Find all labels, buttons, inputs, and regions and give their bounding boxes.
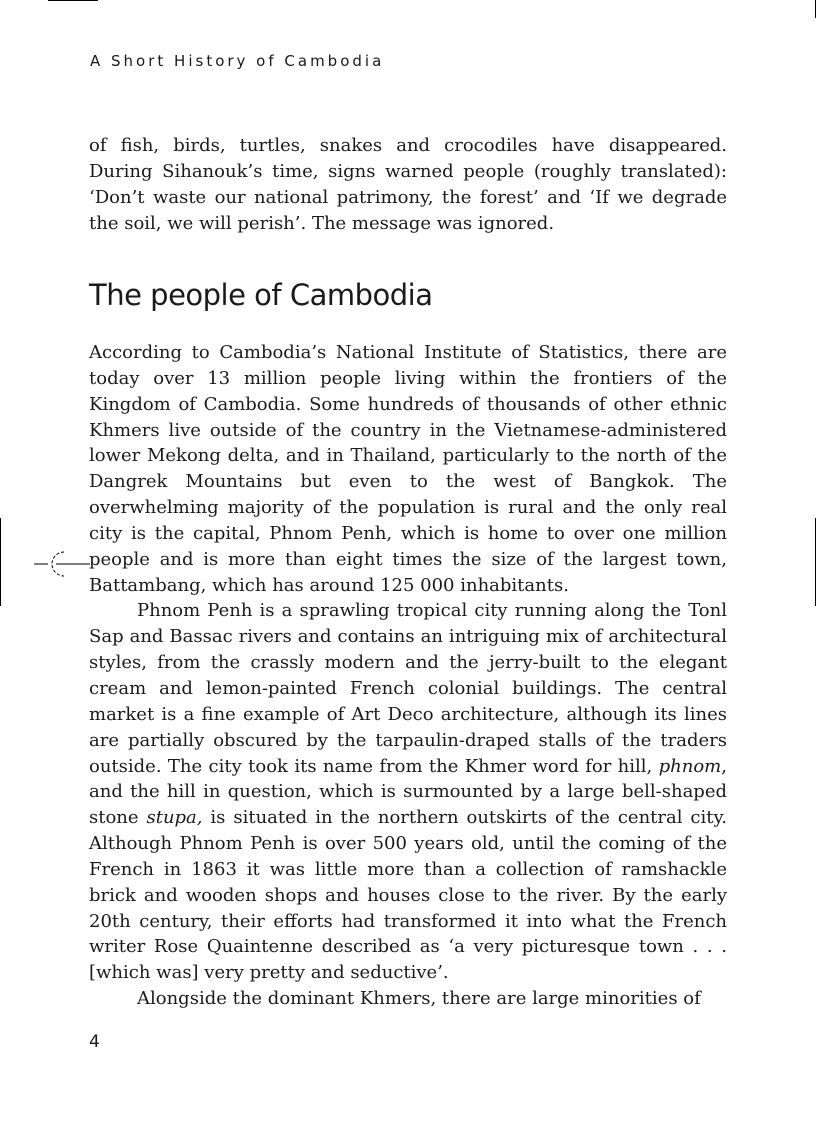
opening-paragraph	[89, 133, 727, 236]
paragraph-minorities: Alongside the dominant Khmers, there are large minorities of	[137, 988, 701, 1010]
paragraph-intro: of fish, birds, turtles, snakes and crocodiles have disappeared. During Sihanouk’s time, signs warned people (roughly translated): ‘Don’t waste our national patrimony, the forest’ and ‘If we degrade the soil, we will perish’. The message was ignored.	[89, 135, 727, 234]
page-number: 4	[89, 1032, 100, 1052]
paragraph-phnom-penh-text-1: Phnom Penh is a sprawling tropical city running along the Tonl Sap and Bassac rivers and contains an intriguing mix of architectural styles, from the crassly modern and the jerry-built to the elegant cream and lemon-painted French colonial buildings. The central market is a fine example of Art Deco architecture, although its lines are partially obscured by the tarpaulin-draped stalls of the traders outside. The city took its name from the Khmer word for hill,	[89, 600, 727, 777]
section-body	[89, 340, 727, 1012]
paragraph-phnom-penh-text-2: , and the hill in question, which is surmounted by a large bell-shaped stone	[89, 755, 727, 829]
paragraph-phnom-penh	[89, 598, 727, 986]
emphasis-stupa: stupa,	[146, 807, 203, 829]
paragraph-phnom-penh-text-3: is situated in the northern outskirts of the central city. Although Phnom Penh is over 500 years old, until the coming of the French in 1863 it was little more than a collection of ramshackle brick and wooden shops and houses close to the river. By the early 20th century, their efforts had transformed it into what the French writer Rose Quaintenne described as ‘a very picturesque town . . . [which was] very pretty and seductive’.	[89, 807, 727, 984]
registration-mark-icon	[34, 548, 90, 578]
paragraph-population: According to Cambodia’s National Institute of Statistics, there are today over 13 million people living within the frontiers of the Kingdom of Cambodia. Some hundreds of thousands of other ethnic Khmers live outside of the country in the Vietnamese-administered lower Mekong delta, and in Thailand, particularly to the north of the Dangrek Mountains but even to the west of Bangkok. The overwhelming majority of the population is rural and the only real city is the capital, Phnom Penh, which is home to over one million people and is more than eight times the size of the largest town, Battambang, which has around 125 000 inhabitants.	[89, 342, 727, 596]
section-heading: The people of Cambodia	[89, 278, 433, 312]
crop-mark-top	[48, 0, 98, 1]
running-head: A Short History of Cambodia	[90, 52, 385, 70]
crop-mark-left	[0, 518, 1, 606]
emphasis-phnom: phnom	[658, 755, 722, 777]
